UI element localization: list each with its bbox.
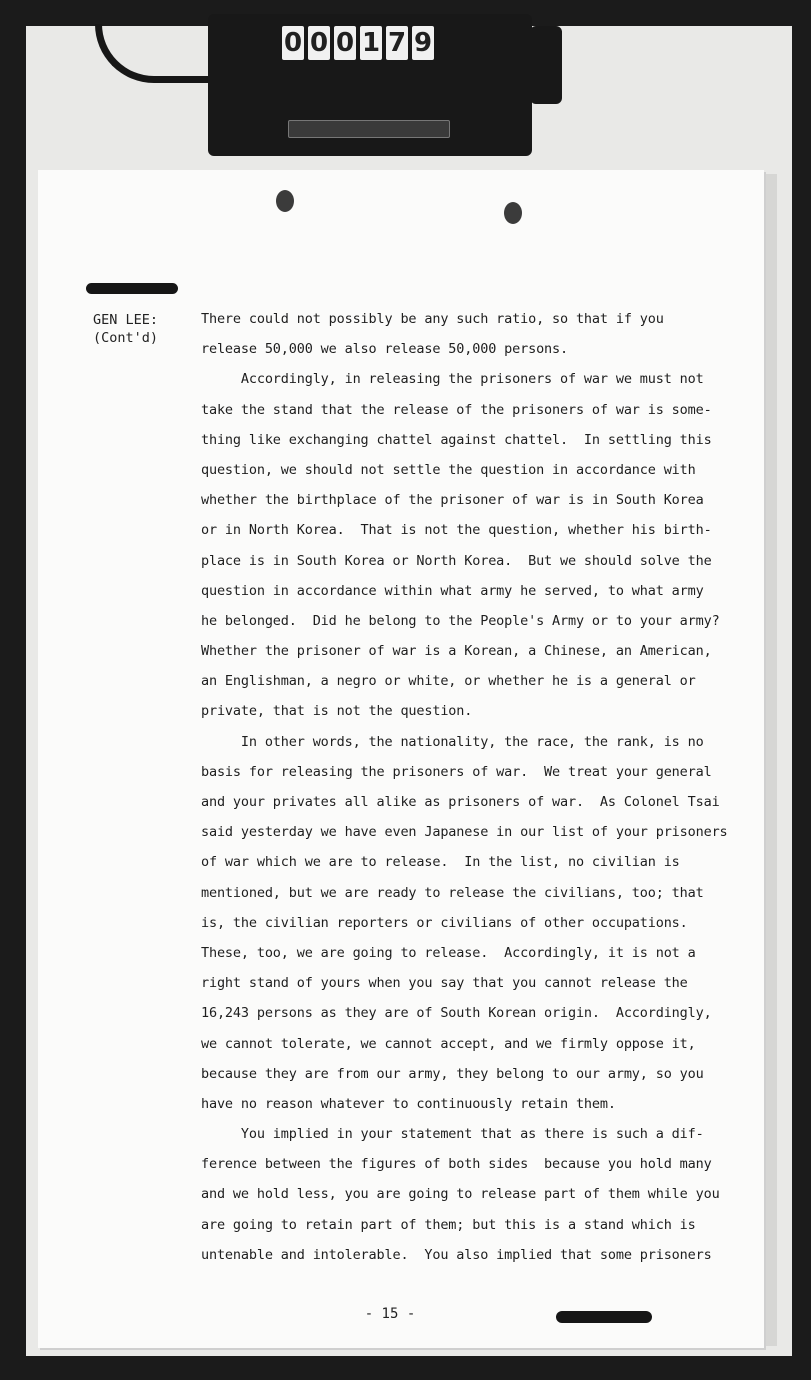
- page-number: - 15 -: [364, 1306, 416, 1322]
- paper-edge: [765, 174, 777, 1346]
- text-line: ference between the figures of both sides because you hold many: [201, 1156, 712, 1173]
- text-line: basis for releasing the prisoners of war. We treat your general: [201, 763, 712, 780]
- text-line: 16,243 persons as they are of South Korean origin. Accordingly,: [201, 1005, 712, 1022]
- text-line: or in North Korea. That is not the question, whether his birth-: [201, 522, 712, 539]
- text-line: Accordingly, in releasing the prisoners of war we must not: [201, 371, 704, 388]
- text-line: have no reason whatever to continuously retain them.: [201, 1095, 616, 1112]
- text-line: right stand of yours when you say that you cannot release the: [201, 975, 688, 992]
- counter-digit: 9: [413, 28, 433, 58]
- text-line: and we hold less, you are going to release part of them while you: [201, 1186, 720, 1203]
- text-line: mentioned, but we are ready to release the civilians, too; that: [201, 884, 704, 901]
- speaker-name: GEN LEE:: [93, 312, 159, 328]
- text-line: private, that is not the question.: [201, 703, 473, 720]
- counter-digit: 7: [387, 28, 407, 58]
- counter-digit: 0: [309, 28, 329, 58]
- text-line: You implied in your statement that as there is such a dif-: [201, 1126, 704, 1143]
- text-line: of war which we are to release. In the list, no civilian is: [201, 854, 680, 871]
- text-line: an Englishman, a negro or white, or whether he is a general or: [201, 673, 696, 690]
- punch-hole: [276, 190, 294, 212]
- text-line: are going to retain part of them; but this is a stand which is: [201, 1216, 696, 1233]
- redaction-mark: [556, 1311, 652, 1323]
- text-line: untenable and intolerable. You also implied that some prisoners: [201, 1246, 712, 1263]
- redaction-mark: [86, 283, 178, 294]
- text-line: place is in South Korea or North Korea. But we should solve the: [201, 552, 712, 569]
- frame-counter-display: [282, 26, 434, 60]
- text-line: because they are from our army, they belong to our army, so you: [201, 1065, 704, 1082]
- text-line: he belonged. Did he belong to the People's Army or to your army?: [201, 612, 720, 629]
- text-line: we cannot tolerate, we cannot accept, and we firmly oppose it,: [201, 1035, 696, 1052]
- text-line: question in accordance within what army he served, to what army: [201, 582, 704, 599]
- counter-digit: 1: [361, 28, 381, 58]
- text-line: There could not possibly be any such ratio, so that if you: [201, 311, 664, 327]
- text-line: said yesterday we have even Japanese in our list of your prisoners: [201, 824, 728, 841]
- speaker-continuation: (Cont'd): [93, 330, 159, 346]
- text-line: These, too, we are going to release. Accordingly, it is not a: [201, 944, 696, 961]
- text-line: thing like exchanging chattel against chattel. In settling this: [201, 431, 712, 448]
- text-line: and your privates all alike as prisoners of war. As Colonel Tsai: [201, 794, 720, 810]
- text-line: In other words, the nationality, the race, the rank, is no: [201, 733, 704, 750]
- text-line: Whether the prisoner of war is a Korean, a Chinese, an American,: [201, 643, 712, 660]
- text-line: take the stand that the release of the prisoners of war is some-: [201, 401, 712, 418]
- speaker-label: [93, 311, 193, 347]
- counter-nameplate: [288, 120, 450, 138]
- text-line: release 50,000 we also release 50,000 persons.: [201, 341, 568, 358]
- punch-hole: [504, 202, 522, 224]
- frame-counter-device: [208, 14, 532, 156]
- counter-digit: 0: [283, 28, 303, 58]
- text-line: question, we should not settle the question in accordance with: [201, 461, 696, 478]
- text-line: whether the birthplace of the prisoner of war is in South Korea: [201, 492, 704, 509]
- counter-digit: 0: [335, 28, 355, 58]
- text-line: is, the civilian reporters or civilians of other occupations.: [201, 914, 688, 931]
- transcript-body: [201, 304, 728, 1270]
- counter-knob: [530, 26, 562, 104]
